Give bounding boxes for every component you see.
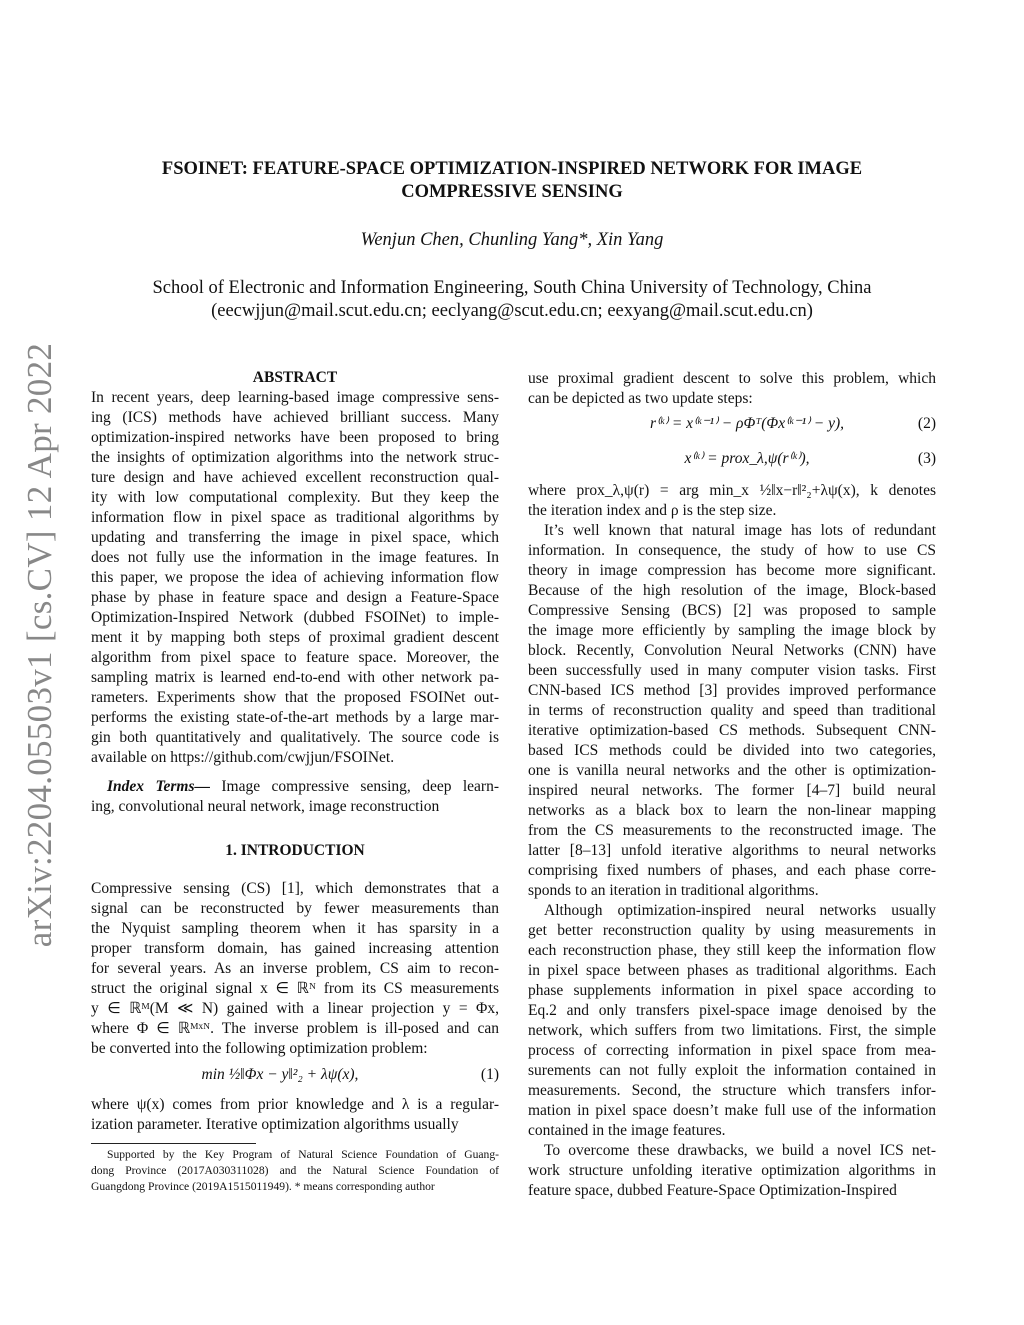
text-line: To overcome these drawbacks, we build a novel ICS net- [544, 1142, 936, 1159]
text-line: the image more efficiently by sampling the image block by [528, 622, 936, 639]
text-line: rameters. Experiments show that the proposed FSOINet out- [91, 689, 499, 706]
title-line: FSOINET: FEATURE-SPACE OPTIMIZATION-INSPIRED NETWORK FOR IMAGE [161, 159, 863, 179]
paragraph [528, 521, 936, 901]
index-terms-text: Image compressive sensing, deep learn- [209, 778, 499, 795]
text-line: block. Recently, Convolution Neural Networks (CNN) have [528, 642, 936, 659]
text-line: this paper, we propose the idea of achieving information flow [91, 569, 499, 586]
equation-2 [528, 414, 936, 438]
text-line: performs the existing state-of-the-art methods by a large mar- [91, 709, 499, 726]
equation-body: x⁽ᵏ⁾ = prox_λ,ψ(r⁽ᵏ⁾), [684, 450, 810, 467]
index-terms [91, 777, 499, 817]
text-line: where Φ ∈ ℝᴹˣᴺ. The inverse problem is ill-posed and can [91, 1020, 499, 1037]
text-line: Optimization-Inspired Network (dubbed FSOINet) to imple- [91, 609, 499, 626]
text-line: updating and transferring the image in pixel space, which [91, 529, 499, 546]
abstract-text [91, 388, 499, 768]
right-column [528, 369, 936, 1201]
text-line: optimization-inspired networks have been proposed to bring [91, 429, 499, 446]
affiliation-block [0, 277, 1024, 323]
text-line: phase by phase in feature space and design a Feature-Space [91, 589, 499, 606]
authors: Wenjun Chen, Chunling Yang*, Xin Yang [360, 230, 664, 250]
text-line: does not fully use the information in the image features. In [91, 549, 499, 566]
text-line: proper transform domain, has gained increasing attention [91, 940, 499, 957]
text-line: iterative optimization-based CS methods. Subsequent CNN- [528, 722, 936, 739]
text-line: mation in pixel space doesn’t make full use of the information [528, 1102, 936, 1119]
after-eq1-paragraph [91, 1095, 499, 1135]
paragraph [528, 901, 936, 1141]
text-line: Compressive Sensing (BCS) [2] was proposed to sample [528, 602, 936, 619]
text-line: the insights of optimization algorithms into the network struc- [91, 449, 499, 466]
equation-3 [528, 449, 936, 473]
text-line: ity with low computational complexity. But they keep the [91, 489, 499, 506]
text-line: surements can not fully exploit the information contained in [528, 1062, 936, 1079]
text-line: get better reconstruction quality by using measurements in [528, 922, 936, 939]
text-line: algorithm from pixel space to feature space. Moreover, the [91, 649, 499, 666]
text-line: phase supplements information in pixel space according to [528, 982, 936, 999]
prox-definition [528, 481, 936, 521]
text-line: sampling matrix is learned end-to-end with other network pa- [91, 669, 499, 686]
abstract-heading: ABSTRACT [252, 369, 338, 386]
paragraph [528, 1141, 936, 1201]
text-line: Compressive sensing (CS) [1], which demonstrates that a [91, 880, 499, 897]
intro-paragraph [91, 879, 499, 1059]
text-line: the Nyquist sampling theorem when it has sparsity in a [91, 920, 499, 937]
affiliation: School of Electronic and Information Engineering, South China University of Technology, China [152, 278, 872, 298]
text-line: ization parameter. Iterative optimization algorithms usually [91, 1116, 459, 1133]
equation-number: (3) [917, 450, 936, 467]
section-heading-introduction: 1. INTRODUCTION [225, 842, 365, 859]
text-line: information flow in pixel space as traditional algorithms by [91, 509, 499, 526]
text-line: network, which suffers from two limitations. First, the simple [528, 1022, 936, 1039]
text-line: It’s well known that natural image has lots of redundant [544, 522, 936, 539]
text-line: comprising fixed numbers of phases, and each phase corre- [528, 862, 936, 879]
text-line: CNN-based ICS method [3] provides improved performance [528, 682, 936, 699]
title-line: COMPRESSIVE SENSING [401, 182, 623, 202]
text-line: Supported by the Key Program of Natural Science Foundation of Guang- [107, 1148, 499, 1161]
text-line: Guangdong Province (2019A1515011949). * means corresponding author [91, 1180, 435, 1193]
text-line: In recent years, deep learning-based image compressive sens- [91, 389, 499, 406]
text-line: been successfully used in many computer vision tasks. First [528, 662, 936, 679]
equation-1 [91, 1065, 499, 1089]
text-line: for several years. As an inverse problem, CS aim to recon- [91, 960, 499, 977]
equation-body: min ½‖Φx − y‖²₂ + λψ(x), [201, 1066, 359, 1083]
text-line [91, 777, 499, 797]
text-line: where ψ(x) comes from prior knowledge and λ is a regular- [91, 1096, 499, 1113]
text-line: where prox_λ,ψ(r) = arg min_x ½‖x−r‖²₂+λψ(x), k denotes [528, 482, 936, 499]
continued-paragraph [528, 369, 936, 409]
text-line: ment it by mapping both steps of proximal gradient descent [91, 629, 499, 646]
text-line: ing, convolutional neural network, image reconstruction [91, 798, 440, 815]
footnote-rule [91, 1143, 256, 1144]
equation-number: (1) [480, 1066, 499, 1083]
text-line: theory in image compression has become more significant. [528, 562, 936, 579]
text-line: dong Province (2017A030311028) and the Natural Science Foundation of [91, 1164, 499, 1177]
text-line: latter [8–13] unfold iterative algorithms to neural networks [528, 842, 936, 859]
text-line: work structure unfolding iterative optimization algorithms in [528, 1162, 936, 1179]
text-line: contained in the image features. [528, 1122, 726, 1139]
text-line: process of correcting information in pixel space from mea- [528, 1042, 936, 1059]
text-line: the iteration index and ρ is the step size. [528, 502, 777, 519]
text-line: based ICS methods could be divided into two categories, [528, 742, 936, 759]
text-line: feature space, dubbed Feature-Space Optimization-Inspired [528, 1182, 897, 1199]
text-line: in pixel space between phases as traditional algorithms. Each [528, 962, 936, 979]
text-line: available on https://github.com/cwjjun/FSOINet. [91, 749, 395, 766]
text-line: measurements. Second, the structure which transfers infor- [528, 1082, 936, 1099]
text-line: one is vanilla neural networks and the other is optimization- [528, 762, 936, 779]
footnote [91, 1147, 499, 1195]
text-line: inspired neural networks. The former [4–7] build neural [528, 782, 936, 799]
arxiv-stamp: arXiv:2204.05503v1 [cs.CV] 12 Apr 2022 [20, 342, 59, 948]
text-line: be converted into the following optimization problem: [91, 1040, 428, 1057]
text-line: networks as a black box to learn the non-linear mapping [528, 802, 936, 819]
text-line: struct the original signal x ∈ ℝᴺ from its CS measurements [91, 980, 499, 997]
text-line: Because of the high resolution of the image, Block-based [528, 582, 936, 599]
text-line: ture design and have achieved excellent reconstruction qual- [91, 469, 499, 486]
text-line: signal can be reconstructed by fewer measurements than [91, 900, 499, 917]
text-line: Although optimization-inspired neural networks usually [544, 902, 936, 919]
text-line: can be depicted as two update steps: [528, 390, 753, 407]
text-line: ing (ICS) methods have achieved brilliant success. Many [91, 409, 499, 426]
text-line: sponds to an iteration in traditional algorithms. [528, 882, 819, 899]
text-line: gin both quantitatively and qualitatively. The source code is [91, 729, 499, 746]
text-line: information. In consequence, the study of how to use CS [528, 542, 936, 559]
text-line: from the CS measurements to the reconstructed image. The [528, 822, 936, 839]
paper-title [0, 158, 1024, 204]
equation-number: (2) [917, 415, 936, 432]
equation-body: r⁽ᵏ⁾ = x⁽ᵏ⁻¹⁾ − ρΦᵀ(Φx⁽ᵏ⁻¹⁾ − y), [649, 415, 845, 432]
emails: (eecwjjun@mail.scut.edu.cn; eeclyang@scut.edu.cn; eexyang@mail.scut.edu.cn) [211, 301, 813, 321]
text-line: use proximal gradient descent to solve this problem, which [528, 370, 936, 387]
index-terms-label: Index Terms— [107, 778, 210, 795]
text-line: y ∈ ℝᴹ(M ≪ N) gained with a linear projection y = Φx, [91, 1000, 499, 1017]
text-line: each reconstruction phase, they still keep the information flow [528, 942, 936, 959]
text-line: in terms of reconstruction quality and speed than traditional [528, 702, 936, 719]
left-column [91, 368, 499, 1195]
text-line: Eq.2 and only transfers pixel-space image denoised by the [528, 1002, 936, 1019]
